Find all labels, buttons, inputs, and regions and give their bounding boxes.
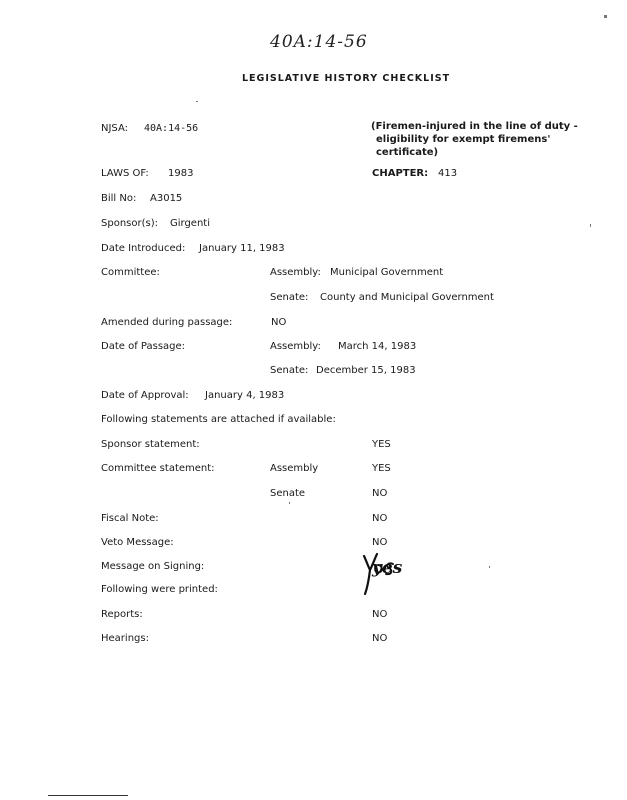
fiscal-note-value: NO	[372, 513, 388, 524]
njsa-value: 40A:14-56	[144, 123, 199, 134]
committee-assembly-label: Assembly:	[270, 267, 321, 278]
laws-of-value: 1983	[168, 168, 194, 179]
scan-speck	[590, 224, 591, 227]
scan-edge-line	[48, 795, 128, 796]
scan-speck	[489, 566, 490, 568]
njsa-label: NJSA:	[101, 123, 128, 134]
committee-senate-value: County and Municipal Government	[320, 292, 494, 303]
approval-value: January 4, 1983	[205, 390, 285, 401]
sponsor-statement-label: Sponsor statement:	[101, 439, 200, 450]
handwritten-header: 40A:14-56	[270, 32, 368, 52]
laws-of-label: LAWS OF:	[101, 168, 149, 179]
scan-speck	[196, 101, 198, 102]
message-signing-handwritten-text: yes	[372, 558, 403, 578]
description-line-2: eligibility for exempt firemens'	[376, 134, 551, 145]
message-signing-handwritten-mark	[360, 548, 410, 600]
scan-speck	[289, 502, 290, 504]
message-signing-label: Message on Signing:	[101, 561, 205, 572]
date-introduced-label: Date Introduced:	[101, 243, 186, 254]
passage-assembly-label: Assembly:	[270, 341, 321, 352]
passage-label: Date of Passage:	[101, 341, 186, 352]
page-title: LEGISLATIVE HISTORY CHECKLIST	[242, 73, 451, 84]
description-line-1: (Firemen-injured in the line of duty -	[371, 121, 578, 132]
sponsors-value: Girgenti	[170, 218, 210, 229]
hearings-value: NO	[372, 633, 388, 644]
attached-heading: Following statements are attached if available:	[101, 414, 336, 425]
sponsors-label: Sponsor(s):	[101, 218, 158, 229]
amended-value: NO	[271, 317, 287, 328]
reports-value: NO	[372, 609, 388, 620]
passage-senate-label: Senate:	[270, 365, 309, 376]
date-introduced-value: January 11, 1983	[199, 243, 285, 254]
veto-message-label: Veto Message:	[101, 537, 174, 548]
printed-heading: Following were printed:	[101, 584, 218, 595]
approval-label: Date of Approval:	[101, 390, 189, 401]
hearings-label: Hearings:	[101, 633, 149, 644]
passage-senate-value: December 15, 1983	[316, 365, 416, 376]
chapter-value: 413	[438, 168, 458, 179]
bill-no-label: Bill No:	[101, 193, 137, 204]
passage-assembly-value: March 14, 1983	[338, 341, 417, 352]
committee-assembly-value: Municipal Government	[330, 267, 444, 278]
committee-statement-assembly-label: Assembly	[270, 463, 319, 474]
committee-statement-senate-label: Senate	[270, 488, 306, 499]
committee-label: Committee:	[101, 267, 160, 278]
sponsor-statement-value: YES	[372, 439, 391, 450]
veto-message-value: NO	[372, 537, 388, 548]
committee-senate-label: Senate:	[270, 292, 309, 303]
committee-statement-label: Committee statement:	[101, 463, 215, 474]
amended-label: Amended during passage:	[101, 317, 233, 328]
reports-label: Reports:	[101, 609, 143, 620]
scan-speck	[604, 15, 607, 18]
chapter-label: CHAPTER:	[372, 168, 429, 179]
committee-statement-assembly-value: YES	[372, 463, 391, 474]
description-line-3: certificate)	[376, 147, 439, 158]
fiscal-note-label: Fiscal Note:	[101, 513, 159, 524]
committee-statement-senate-value: NO	[372, 488, 388, 499]
bill-no-value: A3015	[150, 193, 183, 204]
